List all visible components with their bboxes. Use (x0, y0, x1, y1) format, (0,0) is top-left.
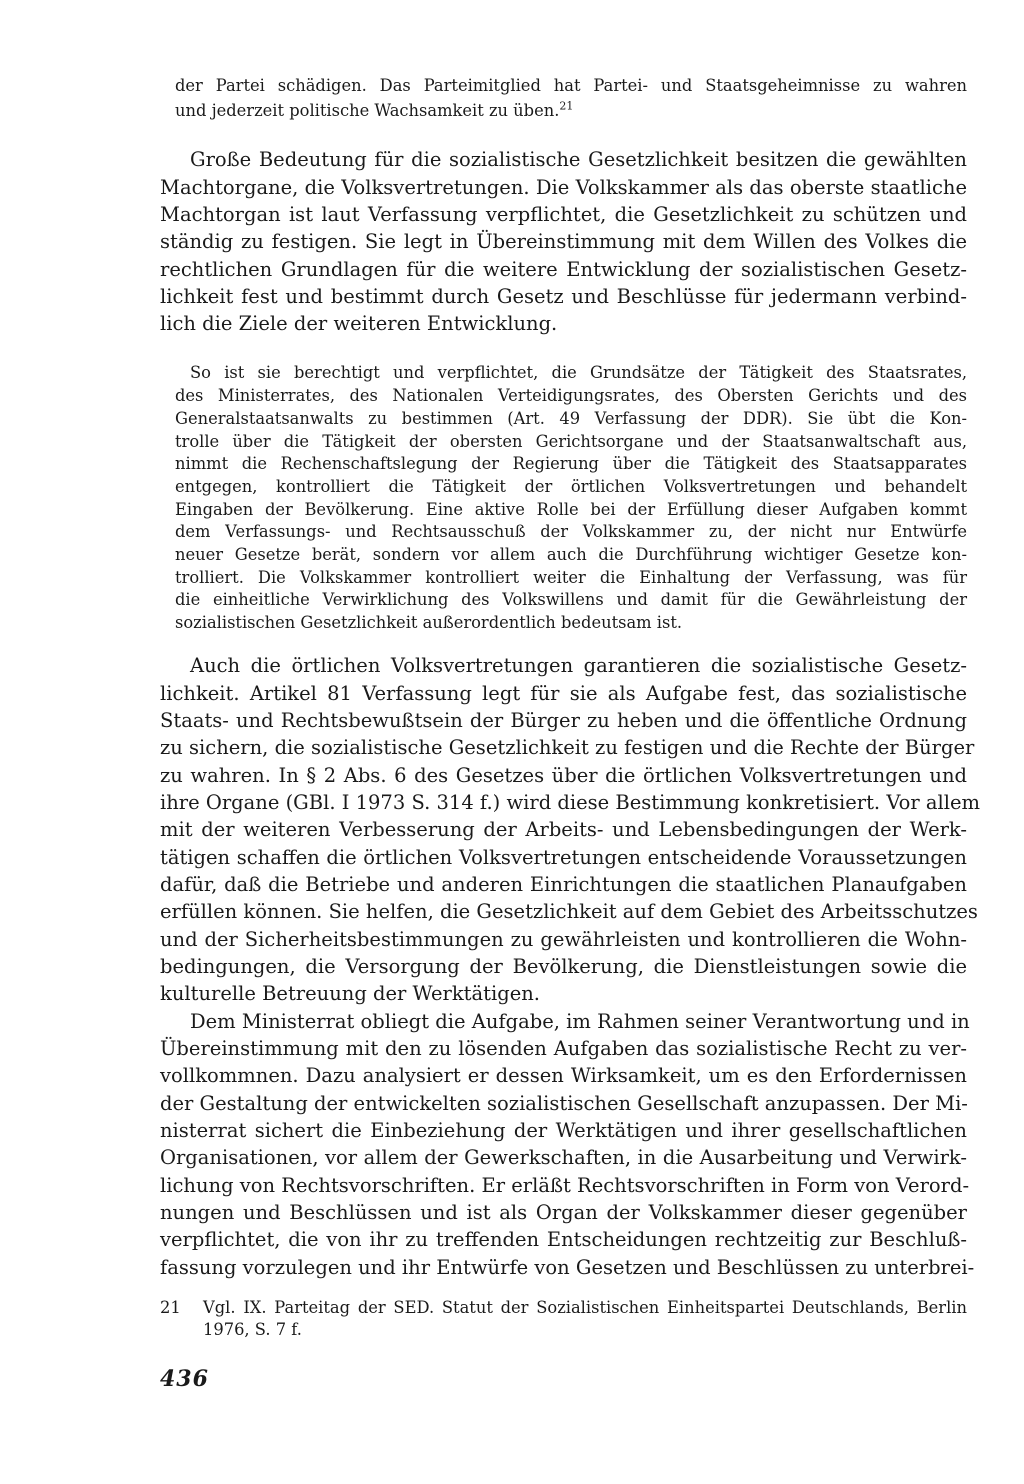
paragraph-line: rechtlichen Grundlagen für die weitere Entwicklung der sozialistischen Gesetz- (160, 258, 967, 281)
footnote-line: Vgl. IX. Parteitag der SED. Statut der Sozialistischen Einheitspartei Deutschlands, Berlin (203, 1298, 967, 1317)
paragraph-line: dafür, daß die Betriebe und anderen Einrichtungen die staatlichen Planaufgaben (160, 873, 967, 896)
paragraph-line: Auch die örtlichen Volksvertretungen garantieren die sozialistische Gesetz- (190, 654, 967, 677)
paragraph-line: und der Sicherheitsbestimmungen zu gewährleisten und kontrollieren die Wohn- (160, 928, 967, 951)
paragraph-line: erfüllen können. Sie helfen, die Gesetzlichkeit auf dem Gebiet des Arbeitsschutzes (160, 900, 978, 923)
paragraph-line: der Gestaltung der entwickelten sozialistischen Gesellschaft anzupassen. Der Mi- (160, 1092, 968, 1115)
footnote-number: 21 (160, 1298, 181, 1317)
paragraph-line: bedingungen, die Versorgung der Bevölkerung, die Dienstleistungen sowie die (160, 955, 967, 978)
small-line: dem Verfassungs- und Rechtsausschuß der Volkskammer zu, der nicht nur Entwürfe (175, 522, 967, 541)
small-line: trolle über die Tätigkeit der obersten Gerichtsorgane und der Staatsanwaltschaft aus, (175, 432, 967, 451)
small-line: trolliert. Die Volkskammer kontrolliert weiter die Einhaltung der Verfassung, was für (175, 568, 967, 587)
paragraph-line: Staats- und Rechtsbewußtsein der Bürger zu heben und die öffentliche Ordnung (160, 709, 967, 732)
small-line: entgegen, kontrolliert die Tätigkeit der örtlichen Volksvertretungen und behandelt (175, 477, 967, 496)
paragraph-line: lich die Ziele der weiteren Entwicklung. (160, 312, 558, 335)
paragraph-line: zu sichern, die sozialistische Gesetzlichkeit zu festigen und die Rechte der Bürger (160, 736, 975, 759)
paragraph-line: vollkommnen. Dazu analysiert er dessen Wirksamkeit, um es den Erfordernissen (160, 1064, 967, 1087)
small-line: Eingaben der Bevölkerung. Eine aktive Rolle bei der Erfüllung dieser Aufgaben kommt (175, 500, 967, 519)
small-line: nimmt die Rechenschaftslegung der Regierung über die Tätigkeit des Staatsapparates (175, 454, 967, 473)
small-line: die einheitliche Verwirklichung des Volkswillens und damit für die Gewährleistung der (175, 590, 967, 609)
small-line: Generalstaatsanwalts zu bestimmen (Art. 49 Verfassung der DDR). Sie übt die Kon- (175, 409, 967, 428)
paragraph-line: Große Bedeutung für die sozialistische Gesetzlichkeit besitzen die gewählten (190, 148, 967, 171)
paragraph-line: ständig zu festigen. Sie legt in Übereinstimmung mit dem Willen des Volkes die (160, 230, 967, 253)
paragraph-line: lichung von Rechtsvorschriften. Er erläßt Rechtsvorschriften in Form von Verord- (160, 1174, 970, 1197)
page-number: 436 (160, 1366, 209, 1392)
small-line: So ist sie berechtigt und verpflichtet, die Grundsätze der Tätigkeit des Staatsrates, (190, 363, 967, 382)
paragraph-line: Machtorgan ist laut Verfassung verpflichtet, die Gesetzlichkeit zu schützen und (160, 203, 967, 226)
small-line: des Ministerrates, des Nationalen Verteidigungsrates, des Obersten Gerichts und des (175, 386, 967, 405)
paragraph-line: Dem Ministerrat obliegt die Aufgabe, im Rahmen seiner Verantwortung und in (190, 1010, 970, 1033)
small-line: neuer Gesetze berät, sondern vor allem auch die Durchführung wichtiger Gesetze kon- (175, 545, 967, 564)
paragraph-line: mit der weiteren Verbesserung der Arbeits- und Lebensbedingungen der Werk- (160, 818, 967, 841)
paragraph-line: ihre Organe (GBl. I 1973 S. 314 f.) wird diese Bestimmung konkretisiert. Vor allem (160, 791, 980, 814)
paragraph-line: Machtorgane, die Volksvertretungen. Die Volkskammer als das oberste staatliche (160, 176, 967, 199)
paragraph-line: nungen und Beschlüssen und ist als Organ der Volkskammer dieser gegenüber (160, 1201, 967, 1224)
paragraph-line: fassung vorzulegen und ihr Entwürfe von Gesetzen und Beschlüssen zu unterbrei- (160, 1256, 975, 1279)
paragraph-line: verpflichtet, die von ihr zu treffenden Entscheidungen rechtzeitig zur Beschluß- (160, 1228, 967, 1251)
paragraph-line: tätigen schaffen die örtlichen Volksvertretungen entscheidende Voraussetzungen (160, 846, 967, 869)
intro-line: der Partei schädigen. Das Parteimitglied hat Partei- und Staatsgeheimnisse zu wahren (175, 76, 967, 95)
footnote-line: 1976, S. 7 f. (203, 1320, 302, 1339)
footnote-reference: 21 (559, 99, 574, 113)
paragraph-line: Übereinstimmung mit den zu lösenden Aufgaben das sozialistische Recht zu ver- (160, 1037, 967, 1060)
paragraph-line: kulturelle Betreuung der Werktätigen. (160, 982, 540, 1005)
paragraph-line: lichkeit. Artikel 81 Verfassung legt für sie als Aufgabe fest, das sozialistische (160, 682, 967, 705)
paragraph-line: nisterrat sichert die Einbeziehung der Werktätigen und ihrer gesellschaftlichen (160, 1119, 967, 1142)
intro-line-text: und jederzeit politische Wachsamkeit zu üben. (175, 101, 560, 120)
intro-line (175, 100, 967, 122)
paragraph-line: Organisationen, vor allem der Gewerkschaften, in die Ausarbeitung und Verwirk- (160, 1146, 967, 1169)
paragraph-line: lichkeit fest und bestimmt durch Gesetz und Beschlüsse für jedermann verbind- (160, 285, 967, 308)
small-line: sozialistischen Gesetzlichkeit außerordentlich bedeutsam ist. (175, 613, 683, 632)
paragraph-line: zu wahren. In § 2 Abs. 6 des Gesetzes über die örtlichen Volksvertretungen und (160, 764, 967, 787)
